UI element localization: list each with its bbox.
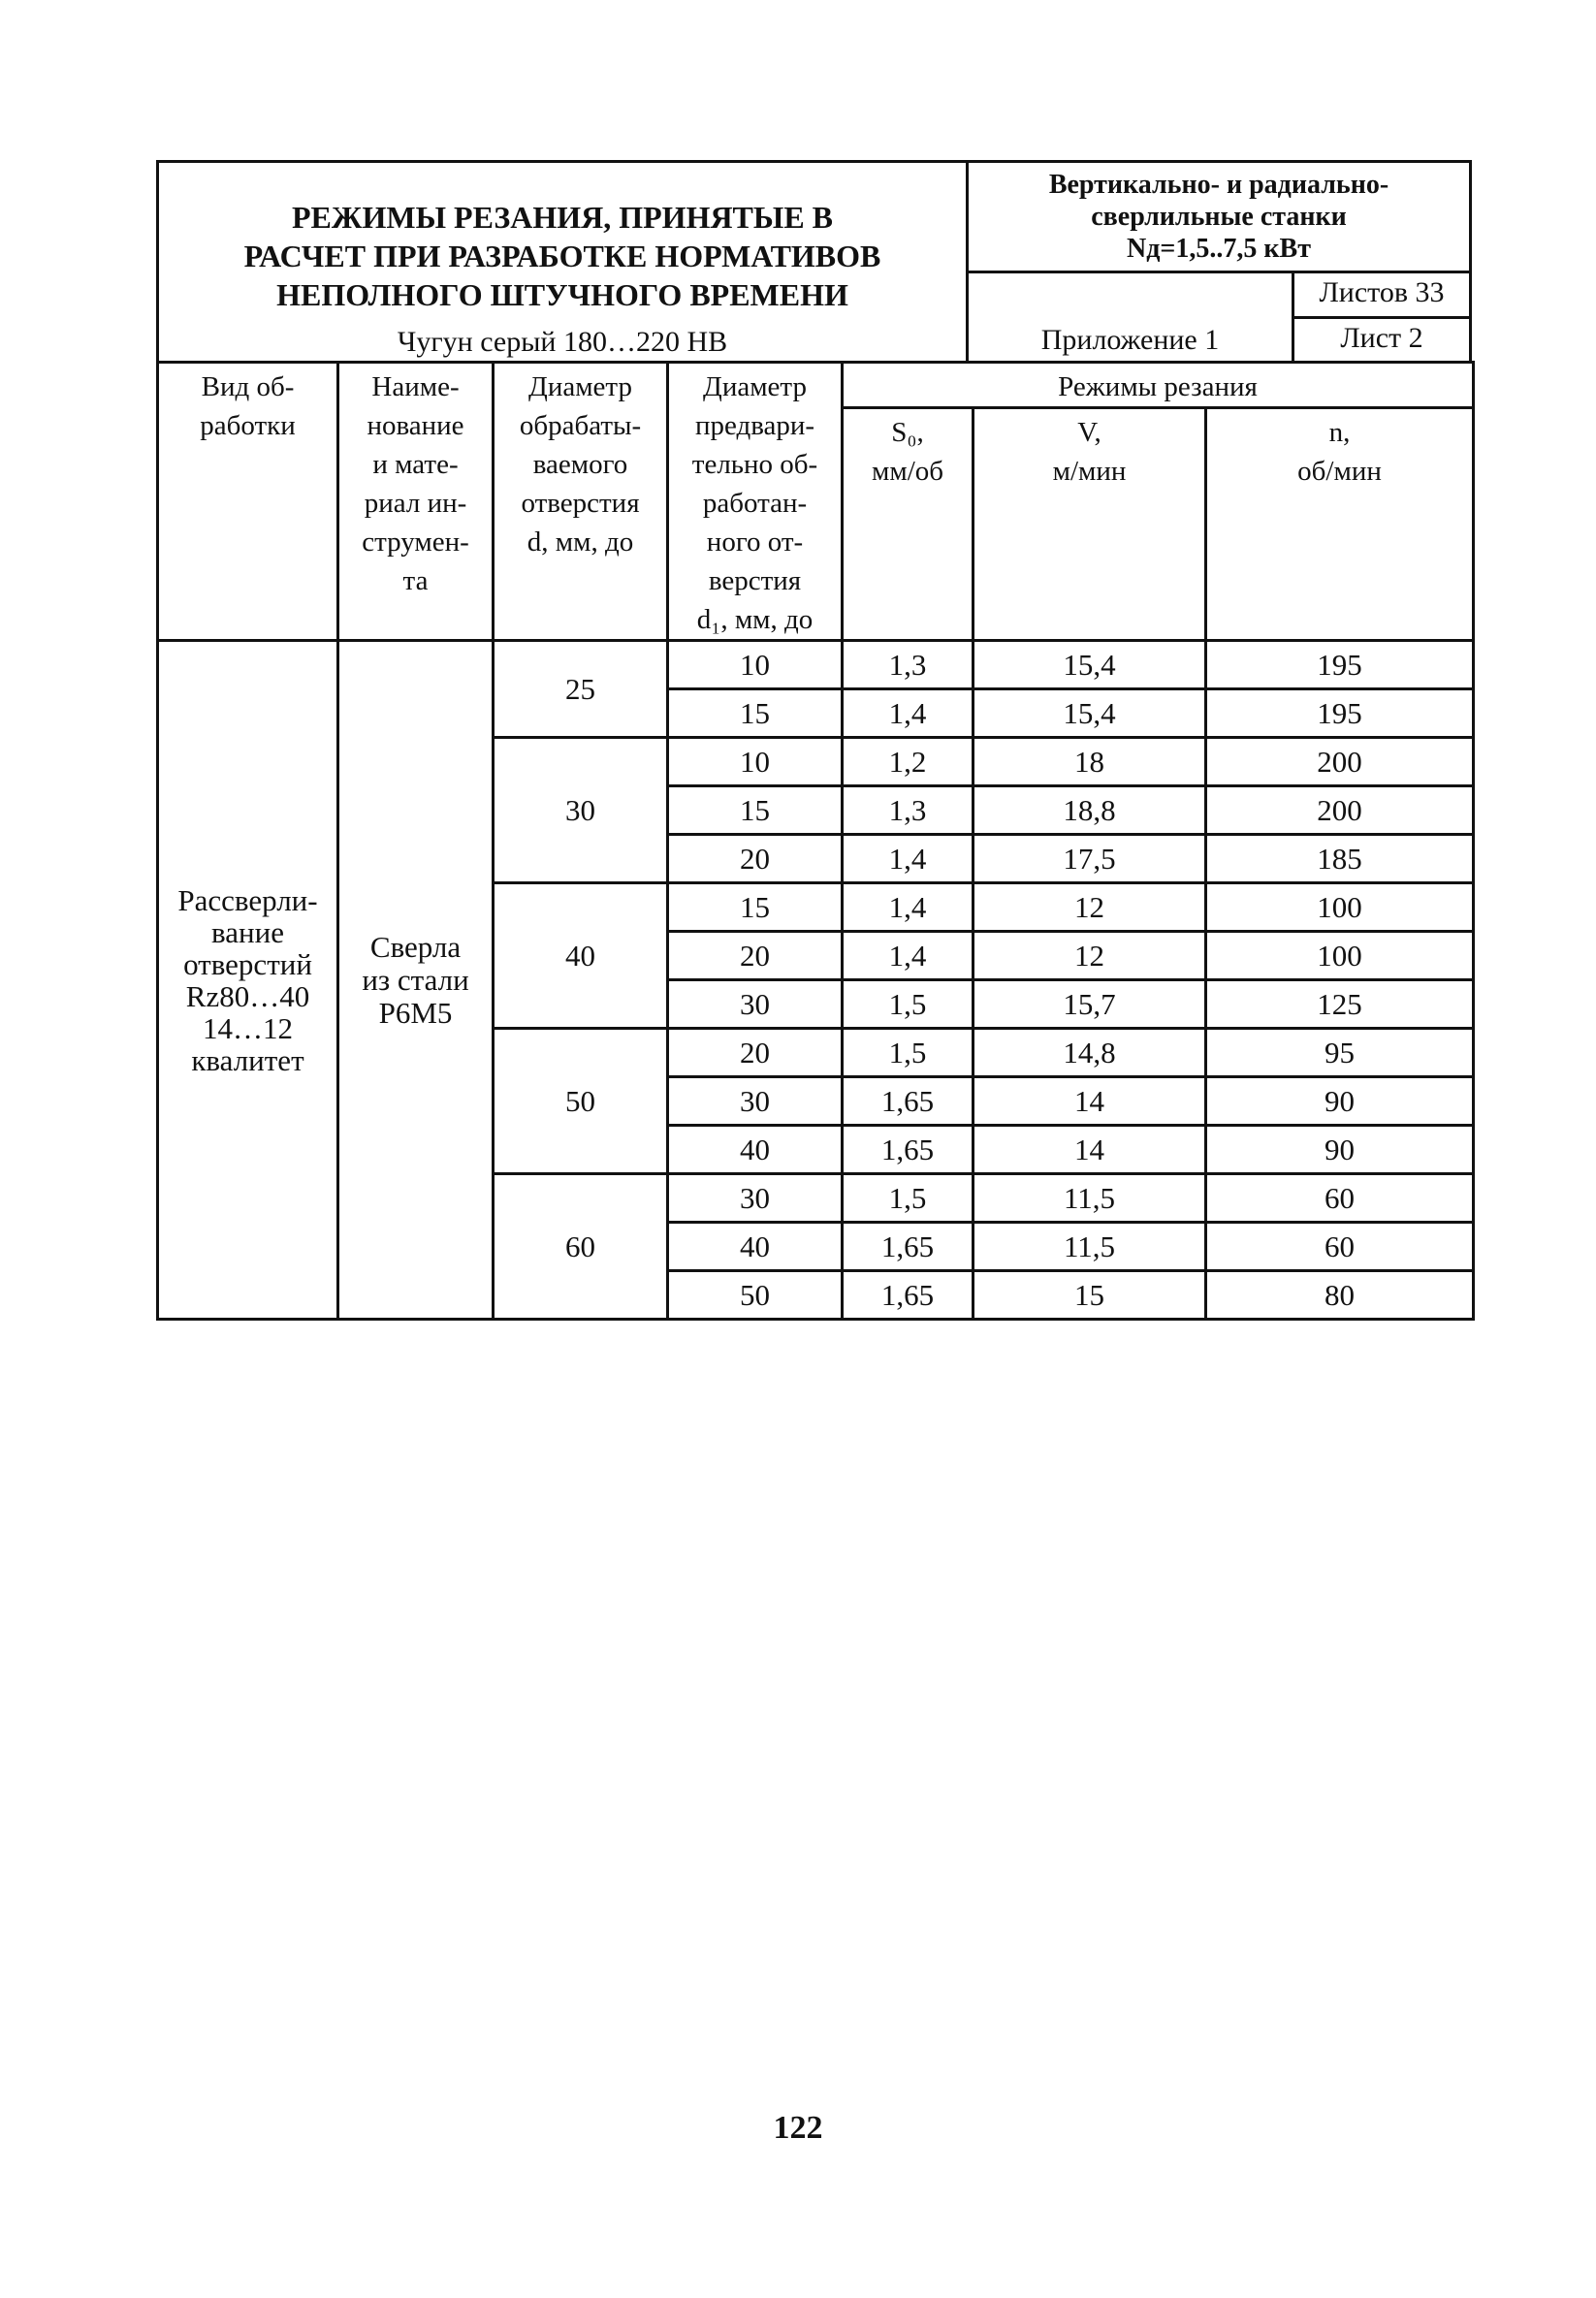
speed-cell: 15,4 xyxy=(974,689,1206,738)
speed-cell: 12 xyxy=(974,932,1206,980)
speed-cell: 11,5 xyxy=(974,1223,1206,1271)
title-line: РАСЧЕТ ПРИ РАЗРАБОТКЕ НОРМАТИВОВ xyxy=(243,239,881,273)
feed-cell: 1,65 xyxy=(843,1223,974,1271)
col-header-operation xyxy=(158,363,338,641)
header-line: работки xyxy=(200,410,296,441)
header-line: Вид об- xyxy=(201,371,295,402)
rpm-cell: 95 xyxy=(1206,1029,1474,1077)
header-line: обрабаты- xyxy=(519,410,642,441)
operation-line: отверстий xyxy=(183,946,312,981)
header-line: об/мин xyxy=(1297,456,1382,487)
feed-cell: 1,65 xyxy=(843,1126,974,1174)
sheet-counter xyxy=(1292,273,1469,361)
appendix-label: Приложение 1 xyxy=(1040,324,1220,356)
header-line: Диаметр xyxy=(528,371,632,402)
machine-line: Nд=1,5..7,5 кВт xyxy=(1127,234,1311,264)
rpm-cell: 100 xyxy=(1206,883,1474,932)
header-line: ваемого xyxy=(532,449,628,480)
rpm-cell: 60 xyxy=(1206,1174,1474,1223)
operation-line: Rz80…40 xyxy=(185,978,310,1013)
table-body xyxy=(158,641,1474,1320)
header-line: риал ин- xyxy=(364,488,467,519)
pre-diameter-cell: 30 xyxy=(668,1077,843,1126)
rpm-cell: 195 xyxy=(1206,689,1474,738)
speed-cell: 11,5 xyxy=(974,1174,1206,1223)
feed-cell: 1,65 xyxy=(843,1077,974,1126)
diameter-cell: 50 xyxy=(494,1029,668,1174)
header-line: d₁, мм, до xyxy=(696,604,814,635)
machine-line: сверлильные станки xyxy=(1091,202,1347,232)
speed-cell: 18 xyxy=(974,738,1206,786)
operation-cell xyxy=(158,641,338,1320)
operation-line: Рассверли- xyxy=(177,882,318,917)
pre-diameter-cell: 15 xyxy=(668,883,843,932)
rpm-cell: 60 xyxy=(1206,1223,1474,1271)
header-line: d, мм, до xyxy=(527,527,634,558)
table-row xyxy=(158,641,1474,689)
header-line: S₀, xyxy=(891,417,924,448)
feed-cell: 1,4 xyxy=(843,932,974,980)
rpm-cell: 195 xyxy=(1206,641,1474,689)
feed-cell: 1,3 xyxy=(843,786,974,835)
header-line: Диаметр xyxy=(703,371,807,402)
rpm-cell: 200 xyxy=(1206,786,1474,835)
pre-diameter-cell: 30 xyxy=(668,1174,843,1223)
header-line: струмен- xyxy=(362,527,469,558)
feed-cell: 1,4 xyxy=(843,835,974,883)
col-header-pre-diameter xyxy=(668,363,843,641)
feed-cell: 1,4 xyxy=(843,883,974,932)
rpm-cell: 90 xyxy=(1206,1126,1474,1174)
rpm-cell: 100 xyxy=(1206,932,1474,980)
diameter-cell: 40 xyxy=(494,883,668,1029)
machine-label xyxy=(969,163,1469,273)
diameter-cell: 30 xyxy=(494,738,668,883)
header-line: n, xyxy=(1328,417,1351,448)
diameter-cell: 25 xyxy=(494,641,668,738)
feed-cell: 1,5 xyxy=(843,1174,974,1223)
title-line: РЕЖИМЫ РЕЗАНИЯ, ПРИНЯТЫЕ В xyxy=(292,200,833,235)
speed-cell: 17,5 xyxy=(974,835,1206,883)
header-block xyxy=(156,160,1472,361)
speed-cell: 18,8 xyxy=(974,786,1206,835)
rpm-cell: 185 xyxy=(1206,835,1474,883)
header-line: и мате- xyxy=(372,449,459,480)
speed-cell: 14,8 xyxy=(974,1029,1206,1077)
feed-cell: 1,2 xyxy=(843,738,974,786)
tool-line: Р6М5 xyxy=(378,995,453,1030)
col-header-speed xyxy=(974,408,1206,641)
feed-cell: 1,4 xyxy=(843,689,974,738)
pre-diameter-cell: 20 xyxy=(668,932,843,980)
header-line: предвари- xyxy=(694,410,815,441)
speed-cell: 15,7 xyxy=(974,980,1206,1029)
speed-cell: 15,4 xyxy=(974,641,1206,689)
feed-cell: 1,3 xyxy=(843,641,974,689)
tool-line: из стали xyxy=(362,962,469,997)
pre-diameter-cell: 20 xyxy=(668,1029,843,1077)
header-line: Наиме- xyxy=(371,371,460,402)
pre-diameter-cell: 50 xyxy=(668,1271,843,1320)
header-line: та xyxy=(402,565,429,596)
speed-cell: 14 xyxy=(974,1126,1206,1174)
feed-cell: 1,5 xyxy=(843,1029,974,1077)
header-title-cell xyxy=(159,163,969,361)
speed-cell: 15 xyxy=(974,1271,1206,1320)
col-header-feed xyxy=(843,408,974,641)
speed-cell: 12 xyxy=(974,883,1206,932)
operation-line: 14…12 xyxy=(203,1010,293,1045)
header-line: верстия xyxy=(708,565,802,596)
col-header-diameter xyxy=(494,363,668,641)
col-header-modes: Режимы резания xyxy=(843,363,1474,408)
sheets-total: Листов 33 xyxy=(1294,273,1469,319)
header-line: тельно об- xyxy=(691,449,818,480)
tool-line: Сверла xyxy=(369,929,462,964)
pre-diameter-cell: 40 xyxy=(668,1126,843,1174)
header-line: отверстия xyxy=(521,488,640,519)
feed-cell: 1,5 xyxy=(843,980,974,1029)
col-header-rpm xyxy=(1206,408,1474,641)
header-line: ного от- xyxy=(706,527,804,558)
header-right xyxy=(969,163,1469,361)
speed-cell: 14 xyxy=(974,1077,1206,1126)
feed-cell: 1,65 xyxy=(843,1271,974,1320)
pre-diameter-cell: 10 xyxy=(668,641,843,689)
rpm-cell: 200 xyxy=(1206,738,1474,786)
header-line: мм/об xyxy=(871,456,943,487)
operation-line: вание xyxy=(211,914,284,949)
header-line: нование xyxy=(367,410,464,441)
pre-diameter-cell: 10 xyxy=(668,738,843,786)
operation-line: квалитет xyxy=(191,1042,304,1077)
pre-diameter-cell: 15 xyxy=(668,786,843,835)
pre-diameter-cell: 15 xyxy=(668,689,843,738)
diameter-cell: 60 xyxy=(494,1174,668,1320)
title-line: НЕПОЛНОГО ШТУЧНОГО ВРЕМЕНИ xyxy=(276,277,848,312)
header-line: работан- xyxy=(702,488,808,519)
header-line: м/мин xyxy=(1052,456,1127,487)
material-label: Чугун серый 180…220 НВ xyxy=(397,326,728,358)
rpm-cell: 80 xyxy=(1206,1271,1474,1320)
pre-diameter-cell: 30 xyxy=(668,980,843,1029)
pre-diameter-cell: 40 xyxy=(668,1223,843,1271)
document-sheet xyxy=(156,160,1472,1321)
machine-line: Вертикально- и радиально- xyxy=(1048,170,1389,200)
tool-cell xyxy=(338,641,494,1320)
document-title xyxy=(159,198,966,314)
header-line: V, xyxy=(1077,417,1101,448)
page-number: 122 xyxy=(773,2110,823,2146)
cutting-modes-table xyxy=(156,361,1475,1321)
rpm-cell: 90 xyxy=(1206,1077,1474,1126)
header-bottom xyxy=(969,273,1469,361)
pre-diameter-cell: 20 xyxy=(668,835,843,883)
sheet-number: Лист 2 xyxy=(1340,321,1423,354)
rpm-cell: 125 xyxy=(1206,980,1474,1029)
col-header-tool xyxy=(338,363,494,641)
